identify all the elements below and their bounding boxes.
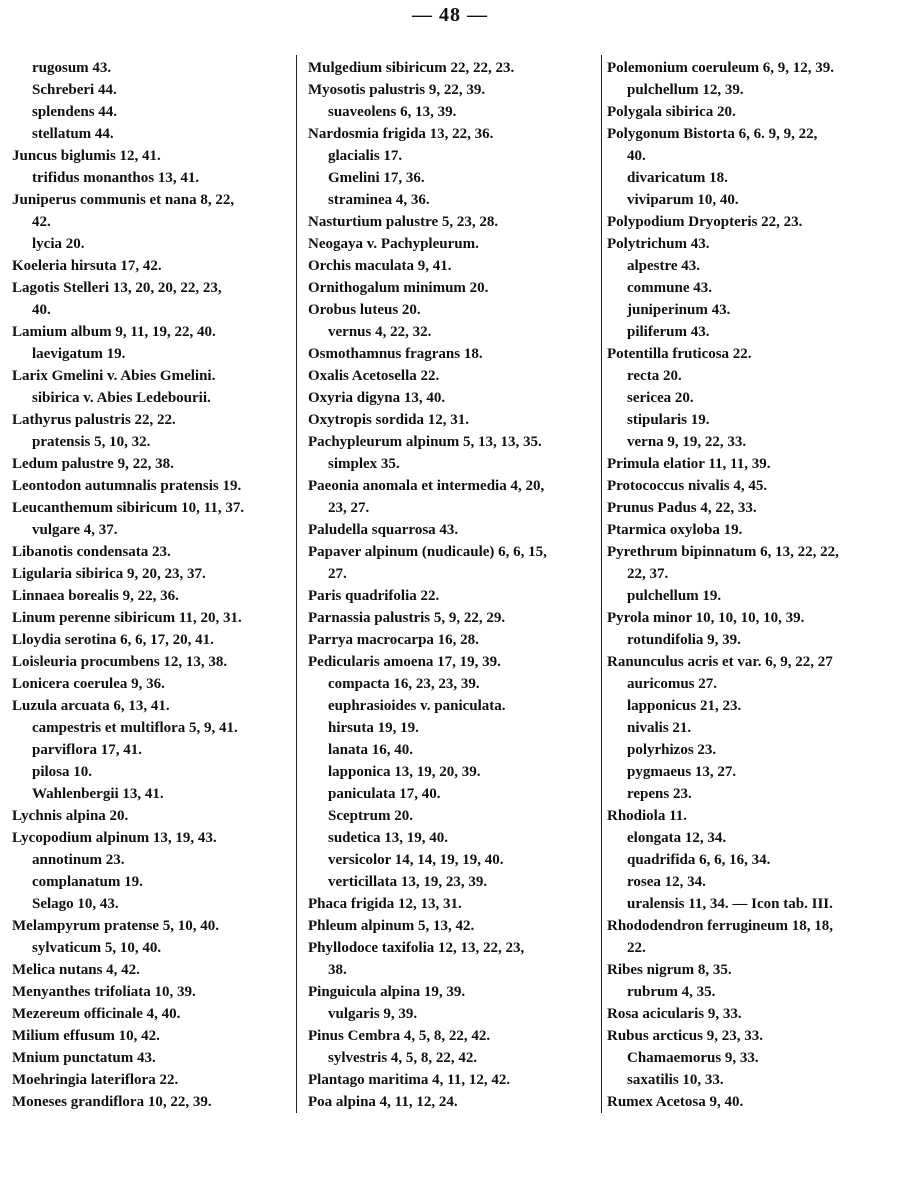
index-entry: Myosotis palustris 9, 22, 39.	[308, 82, 486, 98]
index-entry: Phleum alpinum 5, 13, 42.	[308, 918, 475, 934]
index-subentry: vulgare 4, 37.	[32, 522, 118, 538]
index-subentry: rugosum 43.	[32, 60, 112, 76]
index-subentry: parviflora 17, 41.	[32, 742, 142, 758]
index-entry: Milium effusum 10, 42.	[12, 1028, 160, 1044]
index-subentry: Wahlenbergii 13, 41.	[32, 786, 164, 802]
index-entry: Protococcus nivalis 4, 45.	[607, 478, 768, 494]
column-divider	[601, 55, 602, 1113]
index-entry: Lycopodium alpinum 13, 19, 43.	[12, 830, 217, 846]
index-subentry: alpestre 43.	[627, 258, 701, 274]
index-subentry: pilosa 10.	[32, 764, 93, 780]
index-entry: Neogaya v. Pachypleurum.	[308, 236, 479, 252]
index-entry: Luzula arcuata 6, 13, 41.	[12, 698, 170, 714]
index-entry: Pinus Cembra 4, 5, 8, 22, 42.	[308, 1028, 491, 1044]
index-entry: Polytrichum 43.	[607, 236, 710, 252]
index-column-1	[12, 57, 290, 1113]
index-entry: Lonicera coerulea 9, 36.	[12, 676, 165, 692]
index-entry: Osmothamnus fragrans 18.	[308, 346, 483, 362]
index-entry: Melampyrum pratense 5, 10, 40.	[12, 918, 220, 934]
index-entry: Koeleria hirsuta 17, 42.	[12, 258, 162, 274]
index-subentry: 42.	[32, 214, 51, 230]
index-entry: Orobus luteus 20.	[308, 302, 421, 318]
index-subentry: recta 20.	[627, 368, 682, 384]
index-entry: Ledum palustre 9, 22, 38.	[12, 456, 174, 472]
index-subentry: pulchellum 19.	[627, 588, 722, 604]
index-subentry: complanatum 19.	[32, 874, 143, 890]
index-subentry: hirsuta 19, 19.	[328, 720, 419, 736]
index-entry: Parrya macrocarpa 16, 28.	[308, 632, 479, 648]
index-subentry: 22.	[627, 940, 646, 956]
index-subentry: paniculata 17, 40.	[328, 786, 441, 802]
index-entry: Menyanthes trifoliata 10, 39.	[12, 984, 196, 1000]
index-subentry: nivalis 21.	[627, 720, 692, 736]
index-entry: Rhododendron ferrugineum 18, 18,	[607, 918, 833, 934]
index-entry: Rumex Acetosa 9, 40.	[607, 1094, 744, 1110]
index-subentry: compacta 16, 23, 23, 39.	[328, 676, 480, 692]
index-subentry: rotundifolia 9, 39.	[627, 632, 741, 648]
index-entry: Ptarmica oxyloba 19.	[607, 522, 743, 538]
index-entry: Moehringia lateriflora 22.	[12, 1072, 179, 1088]
index-entry: Plantago maritima 4, 11, 12, 42.	[308, 1072, 511, 1088]
index-entry: Pyrola minor 10, 10, 10, 10, 39.	[607, 610, 805, 626]
index-subentry: lapponicus 21, 23.	[627, 698, 742, 714]
index-subentry: sericea 20.	[627, 390, 694, 406]
index-entry: Oxalis Acetosella 22.	[308, 368, 440, 384]
index-subentry: pygmaeus 13, 27.	[627, 764, 737, 780]
index-subentry: sibirica v. Abies Ledebourii.	[32, 390, 211, 406]
index-entry: Paludella squarrosa 43.	[308, 522, 459, 538]
index-entry: Primula elatior 11, 11, 39.	[607, 456, 771, 472]
index-subentry: laevigatum 19.	[32, 346, 126, 362]
index-entry: Leontodon autumnalis pratensis 19.	[12, 478, 242, 494]
index-entry: Papaver alpinum (nudicaule) 6, 6, 15,	[308, 544, 547, 560]
index-entry: Linum perenne sibiricum 11, 20, 31.	[12, 610, 242, 626]
index-entry: Phyllodoce taxifolia 12, 13, 22, 23,	[308, 940, 525, 956]
index-subentry: vernus 4, 22, 32.	[328, 324, 432, 340]
index-subentry: Gmelini 17, 36.	[328, 170, 425, 186]
index-subentry: 22, 37.	[627, 566, 669, 582]
index-entry: Mulgedium sibiricum 22, 22, 23.	[308, 60, 515, 76]
index-entry: Prunus Padus 4, 22, 33.	[607, 500, 757, 516]
index-entry: Paeonia anomala et intermedia 4, 20,	[308, 478, 545, 494]
index-entry: Polypodium Dryopteris 22, 23.	[607, 214, 803, 230]
index-subentry: pulchellum 12, 39.	[627, 82, 744, 98]
index-subentry: 38.	[328, 962, 347, 978]
index-entry: Juniperus communis et nana 8, 22,	[12, 192, 235, 208]
index-subentry: Chamaemorus 9, 33.	[627, 1050, 759, 1066]
index-entry: Pyrethrum bipinnatum 6, 13, 22, 22,	[607, 544, 839, 560]
index-entry: Rhodiola 11.	[607, 808, 688, 824]
index-entry: Polygonum Bistorta 6, 6. 9, 9, 22,	[607, 126, 818, 142]
index-entry: Moneses grandiflora 10, 22, 39.	[12, 1094, 212, 1110]
index-subentry: viviparum 10, 40.	[627, 192, 739, 208]
index-subentry: versicolor 14, 14, 19, 19, 40.	[328, 852, 504, 868]
index-subentry: lapponica 13, 19, 20, 39.	[328, 764, 481, 780]
index-subentry: repens 23.	[627, 786, 692, 802]
index-entry: Parnassia palustris 5, 9, 22, 29.	[308, 610, 506, 626]
index-entry: Pinguicula alpina 19, 39.	[308, 984, 466, 1000]
index-subentry: straminea 4, 36.	[328, 192, 430, 208]
index-entry: Pachypleurum alpinum 5, 13, 13, 35.	[308, 434, 542, 450]
index-subentry: divaricatum 18.	[627, 170, 728, 186]
index-entry: Oxyria digyna 13, 40.	[308, 390, 446, 406]
index-entry: Phaca frigida 12, 13, 31.	[308, 896, 462, 912]
index-entry: Linnaea borealis 9, 22, 36.	[12, 588, 179, 604]
index-entry: Nardosmia frigida 13, 22, 36.	[308, 126, 494, 142]
index-subentry: vulgaris 9, 39.	[328, 1006, 418, 1022]
index-subentry: Selago 10, 43.	[32, 896, 119, 912]
index-entry: Polygala sibirica 20.	[607, 104, 736, 120]
column-divider	[296, 55, 297, 1113]
index-subentry: polyrhizos 23.	[627, 742, 717, 758]
index-entry: Poa alpina 4, 11, 12, 24.	[308, 1094, 458, 1110]
index-subentry: Sceptrum 20.	[328, 808, 413, 824]
index-subentry: glacialis 17.	[328, 148, 403, 164]
index-subentry: lanata 16, 40.	[328, 742, 414, 758]
index-entry: Ribes nigrum 8, 35.	[607, 962, 732, 978]
index-subentry: verna 9, 19, 22, 33.	[627, 434, 747, 450]
index-subentry: 40.	[627, 148, 646, 164]
index-subentry: splendens 44.	[32, 104, 118, 120]
index-subentry: piliferum 43.	[627, 324, 710, 340]
index-subentry: stellatum 44.	[32, 126, 114, 142]
index-entry: Melica nutans 4, 42.	[12, 962, 140, 978]
index-subentry: rubrum 4, 35.	[627, 984, 716, 1000]
index-subentry: Schreberi 44.	[32, 82, 117, 98]
index-subentry: sylvaticum 5, 10, 40.	[32, 940, 162, 956]
index-entry: Orchis maculata 9, 41.	[308, 258, 452, 274]
index-entry: Libanotis condensata 23.	[12, 544, 171, 560]
index-entry: Lamium album 9, 11, 19, 22, 40.	[12, 324, 216, 340]
page-number: — 48 —	[412, 4, 488, 26]
index-subentry: 23, 27.	[328, 500, 370, 516]
index-entry: Oxytropis sordida 12, 31.	[308, 412, 469, 428]
index-subentry: 27.	[328, 566, 347, 582]
index-entry: Juncus biglumis 12, 41.	[12, 148, 161, 164]
index-subentry: rosea 12, 34.	[627, 874, 706, 890]
index-entry: Lagotis Stelleri 13, 20, 20, 22, 23,	[12, 280, 222, 296]
index-entry: Lychnis alpina 20.	[12, 808, 129, 824]
index-subentry: trifidus monanthos 13, 41.	[32, 170, 200, 186]
index-subentry: suaveolens 6, 13, 39.	[328, 104, 457, 120]
index-entry: Lloydia serotina 6, 6, 17, 20, 41.	[12, 632, 214, 648]
index-entry: Potentilla fruticosa 22.	[607, 346, 752, 362]
index-entry: Ligularia sibirica 9, 20, 23, 37.	[12, 566, 206, 582]
index-column-3	[607, 57, 897, 1113]
index-subentry: sylvestris 4, 5, 8, 22, 42.	[328, 1050, 478, 1066]
index-subentry: 40.	[32, 302, 51, 318]
index-entry: Mezereum officinale 4, 40.	[12, 1006, 181, 1022]
index-entry: Rubus arcticus 9, 23, 33.	[607, 1028, 763, 1044]
index-subentry: uralensis 11, 34. — Icon tab. III.	[627, 896, 833, 912]
index-subentry: campestris et multiflora 5, 9, 41.	[32, 720, 238, 736]
index-subentry: quadrifida 6, 6, 16, 34.	[627, 852, 771, 868]
index-subentry: pratensis 5, 10, 32.	[32, 434, 151, 450]
index-subentry: elongata 12, 34.	[627, 830, 727, 846]
index-subentry: euphrasioides v. paniculata.	[328, 698, 506, 714]
index-subentry: auricomus 27.	[627, 676, 717, 692]
index-subentry: lycia 20.	[32, 236, 85, 252]
index-entry: Rosa acicularis 9, 33.	[607, 1006, 742, 1022]
index-column-2	[308, 57, 598, 1113]
index-subentry: verticillata 13, 19, 23, 39.	[328, 874, 488, 890]
index-entry: Ornithogalum minimum 20.	[308, 280, 489, 296]
index-subentry: stipularis 19.	[627, 412, 710, 428]
index-entry: Lathyrus palustris 22, 22.	[12, 412, 176, 428]
index-entry: Leucanthemum sibiricum 10, 11, 37.	[12, 500, 245, 516]
index-subentry: annotinum 23.	[32, 852, 125, 868]
index-entry: Polemonium coeruleum 6, 9, 12, 39.	[607, 60, 835, 76]
index-subentry: sudetica 13, 19, 40.	[328, 830, 448, 846]
index-entry: Ranunculus acris et var. 6, 9, 22, 27	[607, 654, 833, 670]
index-entry: Pedicularis amoena 17, 19, 39.	[308, 654, 501, 670]
index-subentry: juniperinum 43.	[627, 302, 731, 318]
index-entry: Loisleuria procumbens 12, 13, 38.	[12, 654, 228, 670]
index-subentry: simplex 35.	[328, 456, 400, 472]
index-entry: Larix Gmelini v. Abies Gmelini.	[12, 368, 216, 384]
index-subentry: saxatilis 10, 33.	[627, 1072, 724, 1088]
index-entry: Paris quadrifolia 22.	[308, 588, 440, 604]
index-subentry: commune 43.	[627, 280, 712, 296]
index-entry: Mnium punctatum 43.	[12, 1050, 156, 1066]
index-entry: Nasturtium palustre 5, 23, 28.	[308, 214, 499, 230]
